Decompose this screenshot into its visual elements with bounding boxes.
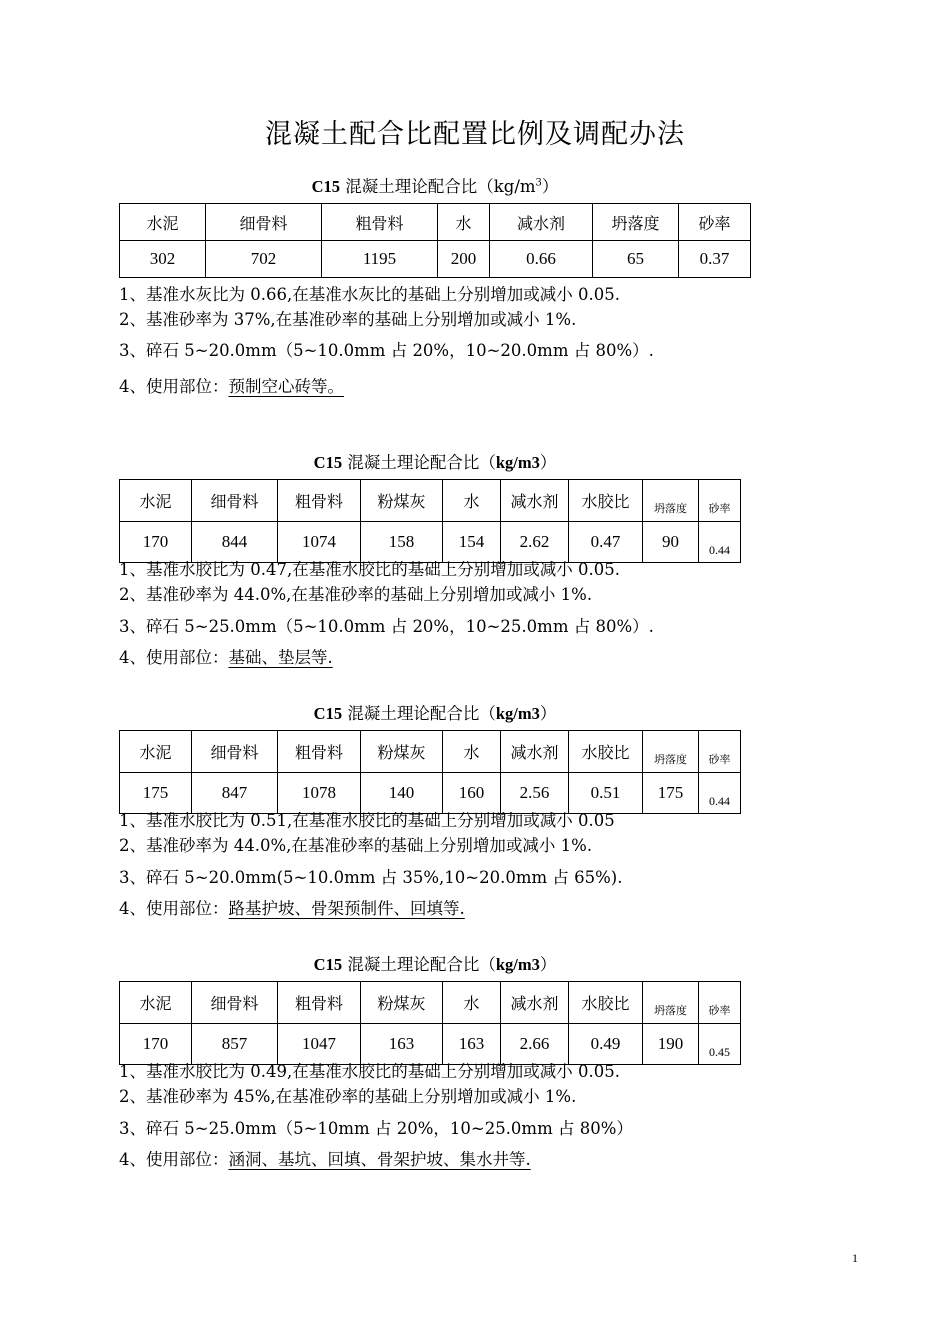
value-cell: 200 <box>438 241 490 278</box>
value-cell: 0.47 <box>569 522 643 563</box>
grade-label: C15 <box>311 177 341 196</box>
mix-table <box>119 203 751 278</box>
value-cell: 2.62 <box>501 522 569 563</box>
usage-label: 4、使用部位： <box>119 377 229 396</box>
value-cell: 2.56 <box>501 773 569 814</box>
note-line: 3、碎石 5~25.0mm（5~10.0mm 占 20%，10~25.0mm 占 80%）. <box>119 617 654 636</box>
header-cell: 坍落度 <box>643 480 699 522</box>
header-cell: 粉煤灰 <box>361 982 443 1024</box>
table-header-row <box>120 731 741 773</box>
value-cell: 1078 <box>278 773 361 814</box>
value-cell: 163 <box>361 1024 443 1065</box>
usage-label: 4、使用部位： <box>119 899 229 918</box>
mix-table <box>119 981 741 1065</box>
note-line: 3、碎石 5~25.0mm（5~10mm 占 20%，10~25.0mm 占 80%） <box>119 1119 633 1138</box>
header-cell: 坍落度 <box>593 204 679 241</box>
header-cell: 减水剂 <box>501 480 569 522</box>
value-cell: 857 <box>192 1024 278 1065</box>
mix-table <box>119 479 741 563</box>
table-caption <box>0 173 870 197</box>
value-cell: 302 <box>120 241 206 278</box>
table-caption <box>0 700 870 724</box>
note-line: 2、基准砂率为 44.0%,在基准砂率的基础上分别增加或减小 1%. <box>119 585 593 604</box>
caption-superscript: 3 <box>535 177 542 189</box>
value-cell: 65 <box>593 241 679 278</box>
table-caption <box>0 951 870 975</box>
header-cell: 砂率 <box>699 480 741 522</box>
page-number: 1 <box>852 1251 858 1265</box>
usage-value: 基础、垫层等. <box>228 648 333 667</box>
header-cell: 粗骨料 <box>278 480 361 522</box>
caption-text: 混凝土理论配合比（ <box>342 955 496 974</box>
header-cell: 减水剂 <box>501 731 569 773</box>
header-cell: 水泥 <box>120 204 206 241</box>
value-cell: 158 <box>361 522 443 563</box>
value-cell: 170 <box>120 1024 192 1065</box>
value-cell: 175 <box>120 773 192 814</box>
caption-unit: kg/m3 <box>495 955 540 974</box>
header-cell: 细骨料 <box>192 982 278 1024</box>
value-cell: 160 <box>443 773 501 814</box>
value-cell: 0.45 <box>699 1024 741 1065</box>
header-cell: 水 <box>443 480 501 522</box>
header-cell: 砂率 <box>679 204 751 241</box>
value-cell: 0.37 <box>679 241 751 278</box>
value-cell: 1195 <box>322 241 438 278</box>
value-cell: 175 <box>643 773 699 814</box>
document-title: 混凝土配合比配置比例及调配办法 <box>265 119 685 150</box>
usage-value: 路基护坡、骨架预制件、回填等. <box>228 899 465 918</box>
caption-end: ） <box>539 704 557 723</box>
caption-text: 混凝土理论配合比（ <box>342 453 496 472</box>
caption-end: ） <box>539 955 557 974</box>
header-cell: 细骨料 <box>206 204 322 241</box>
note-line: 2、基准砂率为 45%,在基准砂率的基础上分别增加或减小 1%. <box>119 1087 577 1106</box>
caption-end: ） <box>539 453 557 472</box>
header-cell: 砂率 <box>699 982 741 1024</box>
header-cell: 水胶比 <box>569 982 643 1024</box>
header-cell: 减水剂 <box>501 982 569 1024</box>
note-line: 2、基准砂率为 44.0%,在基准砂率的基础上分别增加或减小 1%. <box>119 836 593 855</box>
value-cell: 844 <box>192 522 278 563</box>
note-line: 1、基准水胶比为 0.51,在基准水胶比的基础上分别增加或减小 0.05 <box>119 811 615 830</box>
header-cell: 水泥 <box>120 731 192 773</box>
caption-end: ） <box>541 177 559 196</box>
usage-line <box>119 895 465 919</box>
usage-value: 涵洞、基坑、回填、骨架护坡、集水井等. <box>228 1150 531 1169</box>
grade-label: C15 <box>313 453 343 472</box>
table-header-row <box>120 480 741 522</box>
value-cell: 0.44 <box>699 773 741 814</box>
mix-table <box>119 730 741 814</box>
grade-label: C15 <box>313 955 343 974</box>
header-cell: 粉煤灰 <box>361 731 443 773</box>
value-cell: 0.44 <box>699 522 741 563</box>
header-cell: 减水剂 <box>490 204 593 241</box>
table-header-row <box>120 204 751 241</box>
table-row <box>120 241 751 278</box>
usage-line <box>119 373 344 397</box>
table-caption <box>0 449 870 473</box>
note-line: 1、基准水胶比为 0.47,在基准水胶比的基础上分别增加或减小 0.05. <box>119 560 620 579</box>
table-header-row <box>120 982 741 1024</box>
header-cell: 细骨料 <box>192 731 278 773</box>
header-cell: 水 <box>443 731 501 773</box>
header-cell: 细骨料 <box>192 480 278 522</box>
header-cell: 水泥 <box>120 982 192 1024</box>
caption-text: 混凝土理论配合比（kg/m <box>340 177 536 196</box>
value-cell: 0.49 <box>569 1024 643 1065</box>
value-cell: 847 <box>192 773 278 814</box>
header-cell: 水胶比 <box>569 480 643 522</box>
note-line: 3、碎石 5~20.0mm（5~10.0mm 占 20%，10~20.0mm 占 80%）. <box>119 341 654 360</box>
caption-text: 混凝土理论配合比（ <box>342 704 496 723</box>
header-cell: 粉煤灰 <box>361 480 443 522</box>
value-cell: 140 <box>361 773 443 814</box>
value-cell: 190 <box>643 1024 699 1065</box>
header-cell: 水 <box>443 982 501 1024</box>
usage-value: 预制空心砖等。 <box>228 377 344 396</box>
usage-label: 4、使用部位： <box>119 648 229 667</box>
caption-unit: kg/m3 <box>495 704 540 723</box>
note-line: 1、基准水灰比为 0.66,在基准水灰比的基础上分别增加或减小 0.05. <box>119 285 620 304</box>
value-cell: 163 <box>443 1024 501 1065</box>
value-cell: 1074 <box>278 522 361 563</box>
note-line: 1、基准水胶比为 0.49,在基准水胶比的基础上分别增加或减小 0.05. <box>119 1062 620 1081</box>
value-cell: 170 <box>120 522 192 563</box>
value-cell: 702 <box>206 241 322 278</box>
caption-unit: kg/m3 <box>495 453 540 472</box>
value-cell: 2.66 <box>501 1024 569 1065</box>
header-cell: 坍落度 <box>643 731 699 773</box>
header-cell: 水 <box>438 204 490 241</box>
note-line: 3、碎石 5~20.0mm(5~10.0mm 占 35%,10~20.0mm 占 65%). <box>119 868 623 887</box>
header-cell: 砂率 <box>699 731 741 773</box>
value-cell: 0.66 <box>490 241 593 278</box>
note-line: 2、基准砂率为 37%,在基准砂率的基础上分别增加或减小 1%. <box>119 310 577 329</box>
grade-label: C15 <box>313 704 343 723</box>
header-cell: 粗骨料 <box>278 982 361 1024</box>
value-cell: 1047 <box>278 1024 361 1065</box>
usage-line <box>119 1146 531 1170</box>
usage-label: 4、使用部位： <box>119 1150 229 1169</box>
header-cell: 水胶比 <box>569 731 643 773</box>
usage-line <box>119 644 333 668</box>
value-cell: 90 <box>643 522 699 563</box>
value-cell: 0.51 <box>569 773 643 814</box>
header-cell: 水泥 <box>120 480 192 522</box>
header-cell: 粗骨料 <box>322 204 438 241</box>
header-cell: 粗骨料 <box>278 731 361 773</box>
value-cell: 154 <box>443 522 501 563</box>
header-cell: 坍落度 <box>643 982 699 1024</box>
